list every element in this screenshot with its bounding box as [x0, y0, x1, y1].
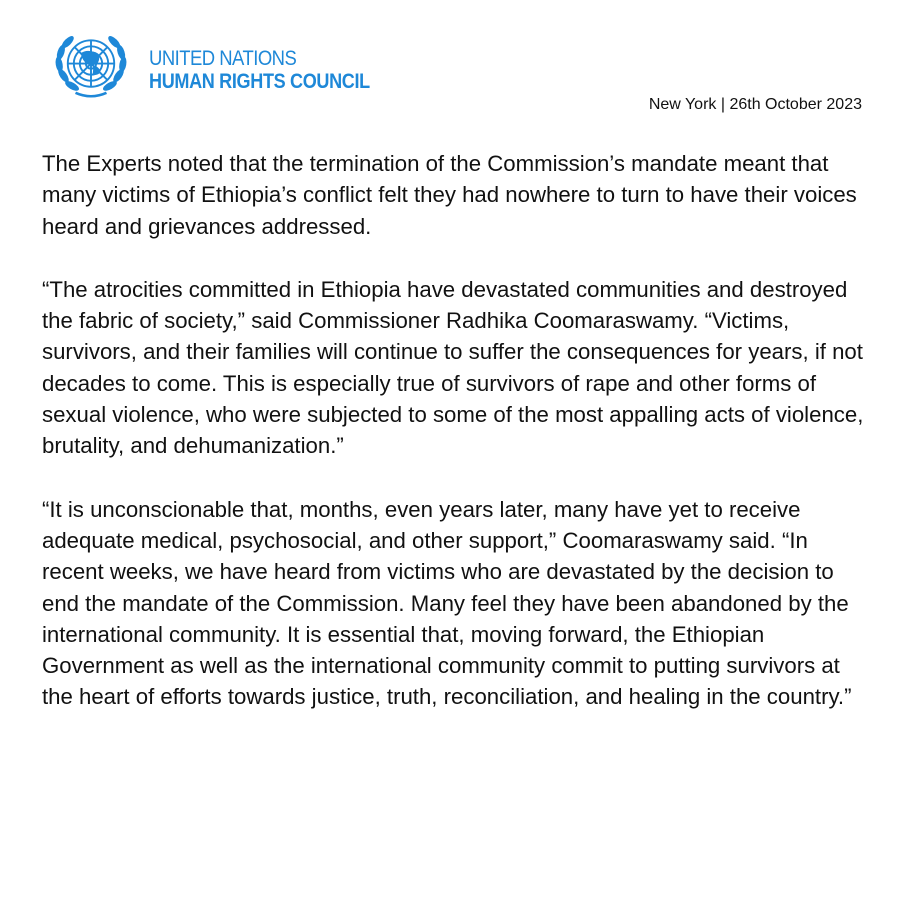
document-body	[42, 148, 872, 745]
paragraph-1: The Experts noted that the termination of the Commission’s mandate meant that many victims of Ethiopia’s conflict felt they had nowhere to turn to have their voices heard and grievances addressed.	[42, 151, 857, 239]
dateline: New York | 26th October 2023	[648, 96, 862, 113]
paragraph-3: “It is unconscionable that, months, even years later, many have yet to receive adequate medical, psychosocial, and other support,” Coomaraswamy said. “In recent weeks, we have heard from victims who are devastated by the decision to end the mandate of the Commission. Many feel they have been abandoned by the international community. It is essential that, moving forward, the Ethiopian Government as well as the international community commit to putting survivors at the heart of efforts towards justice, truth, reconciliation, and healing in the country.”	[42, 496, 852, 710]
un-emblem-icon	[48, 24, 134, 110]
org-name-line-2: HUMAN RIGHTS COUNCIL	[149, 70, 370, 93]
org-name-line-1: UNITED NATIONS	[149, 47, 297, 70]
paragraph-2: “The atrocities committed in Ethiopia have devastated communities and destroyed the fabric of society,” said Commissioner Radhika Coomaraswamy. “Victims, survivors, and their families will continue to suffer the consequences for years, if not decades to come. This is especially true of survivors of rape and other forms of sexual violence, who were subjected to some of the most appalling acts of violence, brutality, and dehumanization.”	[42, 276, 864, 459]
organization-name	[149, 48, 406, 92]
